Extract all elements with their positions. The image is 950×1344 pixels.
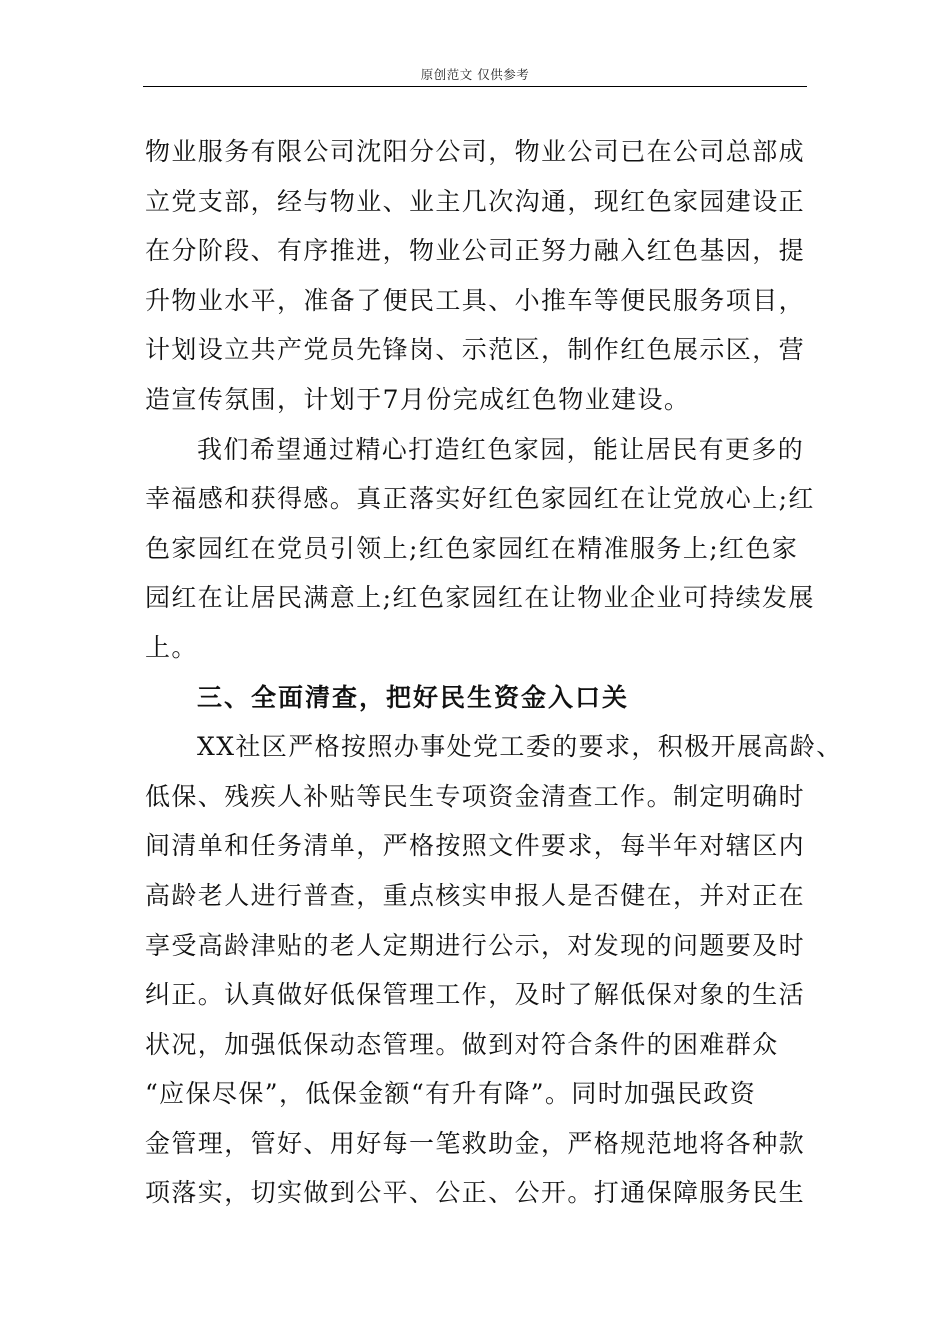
text-line-8: 幸福感和获得感。真正落实好红色家园红在让党放心上;红 [145,484,815,514]
text-line-17: 享受高龄津贴的老人定期进行公示，对发现的问题要及时 [145,930,806,960]
text-line-10: 园红在让居民满意上;红色家园红在让物业企业可持续发展 [145,583,815,613]
text-line-3: 在分阶段、有序推进，物业公司正努力融入红色基因，提 [145,236,806,266]
header-text: 原创范文 仅供参考 [420,67,530,82]
text-line-15: 间清单和任务清单，严格按照文件要求，每半年对辖区内 [145,831,806,861]
text-line-16: 高龄老人进行普查，重点核实申报人是否健在，并对正在 [145,880,806,910]
text-line-14: 低保、残疾人补贴等民生专项资金清查工作。制定明确时 [145,781,806,811]
text-line-13: XX社区严格按照办事处党工委的要求，积极开展高龄、 [197,732,843,762]
document-body [145,127,843,1218]
text-line-5: 计划设立共产党员先锋岗、示范区，制作红色展示区，营 [145,335,806,365]
page-header [143,64,807,87]
text-line-19: 状况，加强低保动态管理。做到对符合条件的困难群众 [145,1029,779,1059]
section-heading: 三、全面清查，把好民生资金入口关 [197,682,630,712]
text-line-2: 立党支部，经与物业、业主几次沟通，现红色家园建设正 [145,186,806,216]
text-line-20: “应保尽保”，低保金额“有升有降”。同时加强民政资 [145,1079,757,1109]
text-line-18: 纠正。认真做好低保管理工作，及时了解低保对象的生活 [145,980,806,1010]
text-line-9: 色家园红在党员引领上;红色家园红在精准服务上;红色家 [145,533,799,563]
text-line-6: 造宣传氛围，计划于7月份完成红色物业建设。 [145,384,691,414]
text-line-4: 升物业水平，准备了便民工具、小推车等便民服务项目， [145,285,806,315]
text-line-21: 金管理，管好、用好每一笔救助金，严格规范地将各种款 [145,1128,806,1158]
text-line-22: 项落实，切实做到公平、公正、公开。打通保障服务民生 [145,1178,806,1208]
text-line-1: 物业服务有限公司沈阳分公司，物业公司已在公司总部成 [145,137,806,166]
text-line-11: 上。 [145,632,198,662]
text-line-7: 我们希望通过精心打造红色家园，能让居民有更多的 [197,434,805,464]
